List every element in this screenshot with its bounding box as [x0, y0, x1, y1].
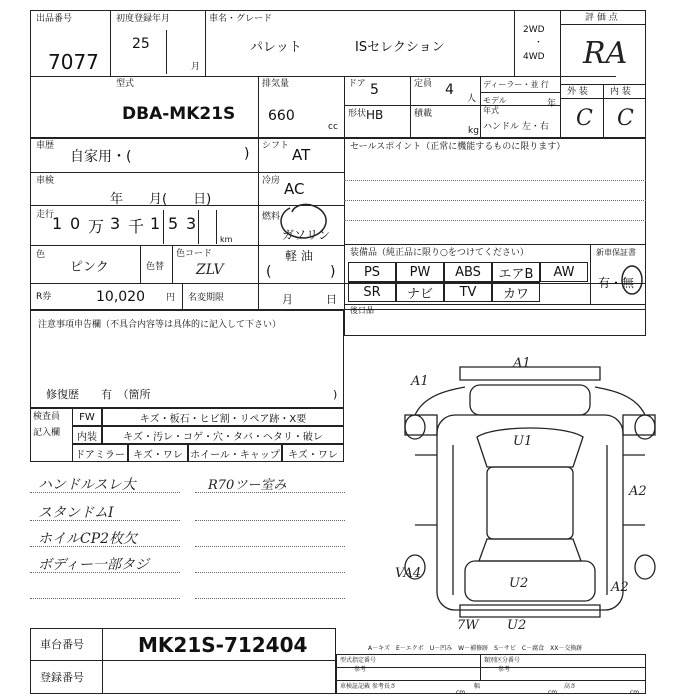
inspect-label: 車検 [36, 176, 55, 186]
door-mirror-label: ドアミラー [72, 444, 128, 462]
after-label: 後日品 [350, 306, 374, 315]
shape-label: 形状 [348, 109, 367, 119]
wd-dot: ・ [534, 38, 544, 48]
hei-unit: cm [630, 689, 640, 696]
equip-pw: PW [396, 262, 444, 282]
damage-mark: A1 [411, 374, 429, 389]
color-code-label: 色コード [176, 249, 213, 259]
cap-value: 4 [445, 82, 454, 98]
warranty-label: 新車保証書 [596, 248, 636, 257]
warranty-circle [618, 262, 648, 302]
cc-value: 660 [268, 108, 295, 124]
damage-mark: 7W [457, 618, 479, 630]
car-name: パレット [250, 40, 302, 55]
mileage-digit: 5 [168, 214, 179, 233]
score-value: RA [583, 36, 628, 71]
repair-close: ) [333, 388, 338, 401]
damage-mark: A1 [513, 356, 531, 371]
cap-unit: 人 [467, 94, 477, 104]
color-value: ピンク [70, 260, 109, 275]
wid-unit: cm [548, 689, 558, 696]
damage-mark: U1 [513, 434, 533, 449]
note-handwritten-4: ボディー一部タジ [38, 557, 149, 573]
recycle-label: R券 [36, 292, 52, 302]
note-handwritten-2: スタンドムI [38, 505, 114, 521]
damage-mark: A2 [611, 580, 629, 595]
reg-month-unit: 月 [191, 62, 201, 72]
model-label: 型式 [116, 79, 135, 89]
equip-abs: ABS [444, 262, 492, 282]
paren-close: ) [330, 264, 336, 280]
notice-label: 注意事項申告欄（不具合内容等は具体的に記入して下さい） [38, 320, 282, 330]
mileage-digit: 0 [70, 214, 81, 233]
cap-label: 定員 [414, 79, 433, 89]
repaint-label: 色替 [146, 262, 165, 272]
mileage-label: 走行 [36, 210, 55, 220]
warranty-value: 有・無 [598, 276, 635, 290]
len-unit: cm [456, 689, 466, 696]
equipment-title: 装備品（純正品に限り○をつけてください） [350, 248, 529, 258]
cc-unit: cc [328, 122, 338, 132]
wid-label: 幅 [474, 683, 481, 690]
mileage-digit: 3 [186, 214, 197, 233]
equip-navi: ナビ [396, 282, 444, 302]
mileage-digit: 3 [110, 214, 121, 233]
damage-mark: VA4 [395, 566, 422, 581]
model-value2: DBA-MK21S [122, 104, 236, 124]
load-unit: kg [468, 126, 479, 136]
note-handwritten-3: ホイルCP2枚欠 [38, 531, 138, 547]
history-close: ) [244, 146, 250, 162]
mileage-digit: 千 [128, 217, 145, 236]
history-value: 自家用・( [70, 149, 132, 165]
name-label: 車名・グレード [209, 14, 273, 24]
reg-label: 初度登録年月 [116, 14, 171, 24]
light-oil-label: 軽 油 [285, 249, 313, 263]
class-sub: 参考 [498, 666, 511, 673]
mileage-digit: 万 [88, 217, 105, 236]
cc-label: 排気量 [262, 79, 290, 89]
mileage-digit: 1 [150, 214, 161, 233]
ext-label: 外 装 [567, 87, 588, 97]
equip-airbag: エアB [492, 262, 540, 282]
car-diagram [395, 355, 665, 630]
mileage-digit: 1 [52, 214, 63, 233]
note-handwritten-1: ハンドルスレ大 [38, 477, 136, 493]
handle-label: ハンドル 左・右 [483, 122, 549, 132]
after-frame [344, 304, 646, 336]
equip-tv: TV [444, 282, 492, 302]
equip-sr: SR [348, 282, 396, 302]
dealer-label: ディーラー・並 行 [483, 80, 549, 89]
ac-label: 冷房 [262, 176, 281, 186]
car-grade: ISセレクション [355, 40, 445, 55]
door-mirror-items: キズ・ワレ [128, 444, 188, 462]
fuel-value: ガソリン [282, 228, 331, 242]
note-handwritten-right: R70ツー室み [208, 478, 287, 493]
inspector-label1: 検査員 [33, 412, 61, 422]
reg-year: 25 [132, 36, 150, 52]
reg-number-label: 登録番号 [40, 671, 84, 684]
wheel-items: キズ・ワレ [282, 444, 344, 462]
inspect-value: 年 月( 日) [110, 192, 212, 207]
wd4: 4WD [523, 52, 545, 62]
load-label: 積載 [414, 109, 433, 119]
fw-label: FW [72, 408, 102, 426]
door-label: ドア [348, 79, 366, 89]
spec-sub: 参考 [354, 666, 367, 673]
fuel-circle [270, 200, 340, 242]
wheel-label: ホイール・キャップ [188, 444, 282, 462]
model-year-label: モデル 年式 [483, 96, 507, 115]
fw-items: キズ・板石・ヒビ割・リペア跡・X要 [102, 408, 344, 426]
inspector-label2: 記入欄 [33, 428, 61, 438]
spec-label: 型式指定番号 [340, 657, 377, 664]
damage-mark: A2 [629, 484, 647, 499]
lot-number: 7077 [48, 50, 99, 74]
class-label: 類別区分番号 [484, 657, 521, 664]
history-label: 車歴 [36, 141, 55, 151]
repair-label: 修復歴 有 （箇所 [46, 388, 151, 401]
shift-value: AT [292, 146, 311, 164]
int-label: 内装 [72, 426, 102, 444]
ext-score: C [576, 106, 593, 131]
damage-mark: U2 [509, 576, 529, 591]
color-code-value: ZLV [196, 262, 224, 278]
km-unit: km [220, 235, 233, 244]
legend: A－キズ E－エクボ U－凹み W－補修跡 S－サビ C－腐食 XX－交換跡 [368, 645, 583, 652]
damage-mark: U2 [507, 618, 527, 630]
score-label: 評 価 点 [585, 13, 618, 23]
lot-label: 出品番号 [36, 14, 73, 24]
fuel-label: 燃料 [262, 212, 281, 222]
recycle-unit: 円 [166, 293, 176, 303]
int-label: 内 装 [610, 87, 631, 97]
door-value: 5 [370, 82, 379, 98]
equip-leather: カワ [492, 282, 540, 302]
equip-ps: PS [348, 262, 396, 282]
mileage-digits [52, 214, 204, 237]
name-change-value: 月 日 [282, 293, 337, 306]
shift-label: シフト [262, 141, 290, 151]
ac-value: AC [284, 180, 305, 198]
model-year-unit: 年 [547, 99, 557, 109]
int-score: C [617, 106, 634, 131]
sales-label: セールスポイント（正常に機能するものに限ります） [350, 142, 566, 152]
name-change-label: 名変期限 [188, 293, 225, 303]
len-label: 長さ [384, 683, 397, 690]
hei-label: 高さ [564, 683, 577, 690]
chassis-value: MK21S-712404 [138, 633, 308, 657]
color-label: 色 [36, 250, 46, 260]
recycle-value: 10,020 [96, 289, 145, 305]
wd2: 2WD [523, 25, 545, 35]
equip-aw: AW [540, 262, 588, 282]
paren-open: ( [266, 264, 272, 280]
size-label: 車検証記載 参考 [340, 683, 384, 690]
int-items: キズ・汚レ・コゲ・穴・タバ・ヘタリ・破レ [102, 426, 344, 444]
chassis-label: 車台番号 [40, 638, 84, 651]
shape-value: HB [366, 108, 384, 122]
